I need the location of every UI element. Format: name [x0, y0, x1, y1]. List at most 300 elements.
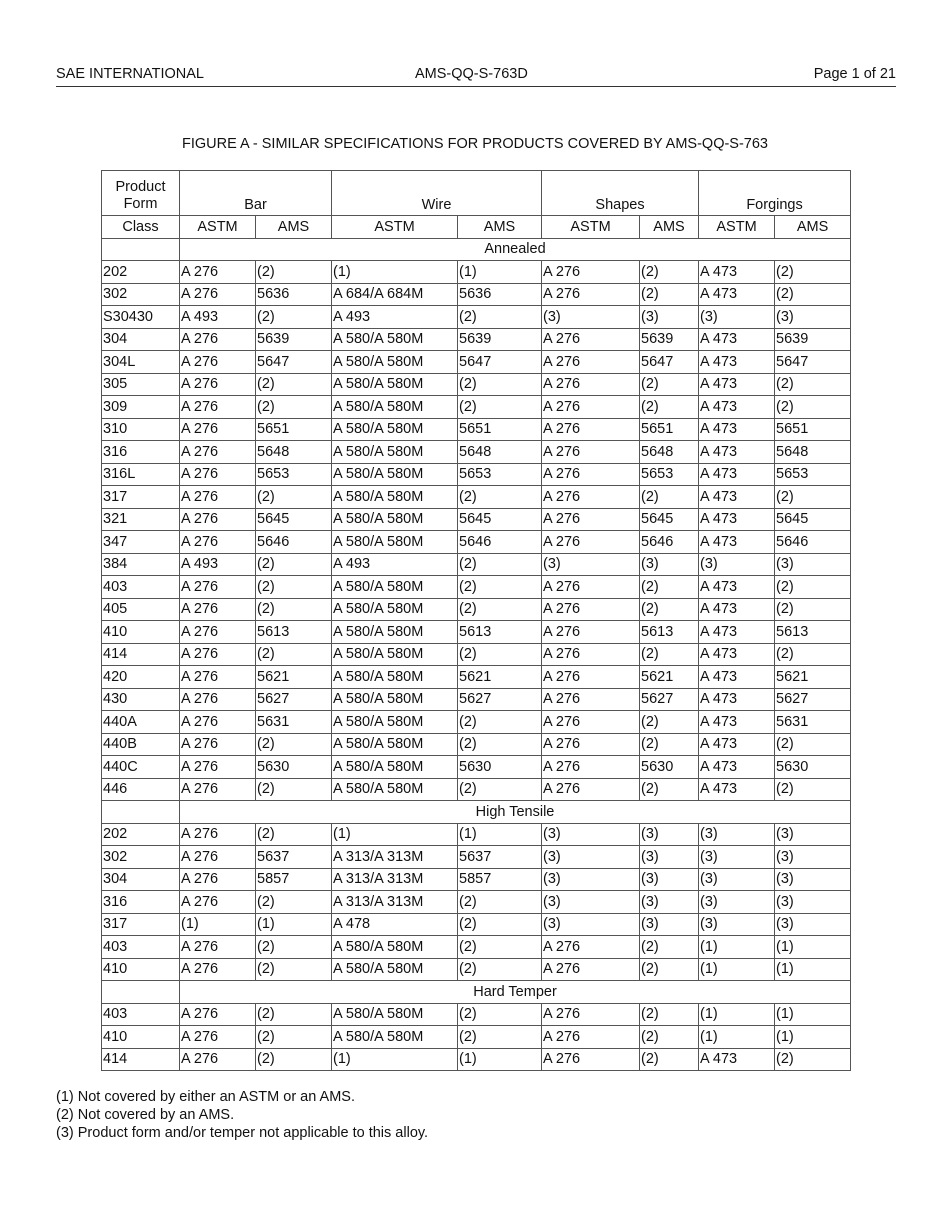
- shapes-ams-cell: 5639: [640, 328, 699, 351]
- class-cell: 410: [102, 621, 180, 644]
- forgings-astm-cell: A 473: [699, 441, 775, 464]
- forgings-astm-cell: (1): [699, 936, 775, 959]
- bar-astm-cell: A 276: [180, 441, 256, 464]
- bar-ams-cell: 5630: [256, 756, 332, 779]
- table-row: [102, 441, 851, 464]
- wire-astm-cell: A 313/A 313M: [332, 846, 458, 869]
- forgings-ams-cell: 5653: [775, 463, 851, 486]
- product-form-header: [102, 171, 180, 216]
- class-cell: 304L: [102, 351, 180, 374]
- table-row: [102, 1048, 851, 1071]
- bar-astm-cell: A 276: [180, 1003, 256, 1026]
- section-blank-cell: [102, 238, 180, 261]
- shapes-ams-cell: 5651: [640, 418, 699, 441]
- forgings-ams-header: AMS: [775, 216, 851, 239]
- shapes-ams-cell: (3): [640, 868, 699, 891]
- wire-astm-cell: A 580/A 580M: [332, 778, 458, 801]
- wire-ams-header: AMS: [458, 216, 542, 239]
- shapes-astm-cell: (3): [542, 913, 640, 936]
- table-row: [102, 823, 851, 846]
- wire-astm-cell: A 580/A 580M: [332, 373, 458, 396]
- table-row: [102, 666, 851, 689]
- bar-ams-cell: 5621: [256, 666, 332, 689]
- wire-astm-cell: A 580/A 580M: [332, 643, 458, 666]
- shapes-astm-cell: A 276: [542, 958, 640, 981]
- figure-title: FIGURE A - SIMILAR SPECIFICATIONS FOR PRODUCTS COVERED BY AMS-QQ-S-763: [181, 136, 768, 152]
- class-cell: 403: [102, 1003, 180, 1026]
- bar-ams-cell: (2): [256, 778, 332, 801]
- wire-ams-cell: 5621: [458, 666, 542, 689]
- forgings-astm-cell: A 473: [699, 598, 775, 621]
- shapes-astm-cell: A 276: [542, 508, 640, 531]
- shapes-astm-cell: A 276: [542, 756, 640, 779]
- forgings-ams-cell: (2): [775, 373, 851, 396]
- wire-astm-cell: A 580/A 580M: [332, 1026, 458, 1049]
- wire-ams-cell: (1): [458, 1048, 542, 1071]
- class-cell: 310: [102, 418, 180, 441]
- bar-astm-cell: A 276: [180, 508, 256, 531]
- bar-ams-cell: 5613: [256, 621, 332, 644]
- table-row: [102, 396, 851, 419]
- forgings-astm-cell: A 473: [699, 531, 775, 554]
- wire-astm-cell: A 478: [332, 913, 458, 936]
- wire-astm-cell: A 580/A 580M: [332, 576, 458, 599]
- bar-ams-cell: (2): [256, 261, 332, 284]
- shapes-astm-cell: (3): [542, 891, 640, 914]
- forgings-ams-cell: (2): [775, 283, 851, 306]
- wire-ams-cell: (2): [458, 711, 542, 734]
- shapes-ams-cell: (2): [640, 396, 699, 419]
- table-row: [102, 486, 851, 509]
- table-row: [102, 756, 851, 779]
- table-row: [102, 688, 851, 711]
- forgings-ams-cell: 5647: [775, 351, 851, 374]
- class-cell: 430: [102, 688, 180, 711]
- wire-ams-cell: (2): [458, 936, 542, 959]
- specification-table: [101, 170, 851, 1071]
- class-header: Class: [102, 216, 180, 239]
- wire-astm-header: ASTM: [332, 216, 458, 239]
- table-row: [102, 621, 851, 644]
- forgings-astm-cell: (3): [699, 306, 775, 329]
- shapes-astm-cell: A 276: [542, 936, 640, 959]
- wire-ams-cell: (2): [458, 396, 542, 419]
- shapes-astm-cell: A 276: [542, 486, 640, 509]
- wire-ams-cell: (1): [458, 261, 542, 284]
- wire-ams-cell: 5646: [458, 531, 542, 554]
- bar-ams-cell: 5627: [256, 688, 332, 711]
- wire-ams-cell: (2): [458, 643, 542, 666]
- forgings-ams-cell: (3): [775, 913, 851, 936]
- section-header-row: [102, 801, 851, 824]
- bar-astm-cell: A 276: [180, 531, 256, 554]
- shapes-astm-cell: A 276: [542, 261, 640, 284]
- class-cell: 414: [102, 1048, 180, 1071]
- wire-astm-cell: A 493: [332, 553, 458, 576]
- table-row: [102, 1026, 851, 1049]
- bar-astm-cell: A 493: [180, 553, 256, 576]
- forgings-astm-cell: (3): [699, 553, 775, 576]
- forgings-astm-cell: (3): [699, 846, 775, 869]
- table-row: [102, 1003, 851, 1026]
- bar-astm-cell: A 276: [180, 711, 256, 734]
- shapes-astm-cell: A 276: [542, 576, 640, 599]
- wire-ams-cell: 5857: [458, 868, 542, 891]
- forgings-ams-cell: 5631: [775, 711, 851, 734]
- wire-astm-cell: A 580/A 580M: [332, 328, 458, 351]
- class-cell: 420: [102, 666, 180, 689]
- forgings-astm-cell: A 473: [699, 283, 775, 306]
- bar-astm-cell: A 276: [180, 868, 256, 891]
- shapes-astm-cell: A 276: [542, 621, 640, 644]
- table-row: [102, 936, 851, 959]
- bar-astm-cell: A 276: [180, 621, 256, 644]
- bar-ams-cell: 5651: [256, 418, 332, 441]
- bar-astm-cell: A 276: [180, 486, 256, 509]
- wire-astm-cell: A 580/A 580M: [332, 531, 458, 554]
- wire-astm-cell: A 580/A 580M: [332, 418, 458, 441]
- forgings-astm-cell: A 473: [699, 418, 775, 441]
- bar-ams-cell: (2): [256, 1026, 332, 1049]
- wire-astm-cell: (1): [332, 261, 458, 284]
- forgings-ams-cell: (3): [775, 846, 851, 869]
- bar-astm-cell: A 276: [180, 666, 256, 689]
- shapes-astm-cell: A 276: [542, 373, 640, 396]
- bar-ams-cell: (2): [256, 576, 332, 599]
- forgings-astm-cell: (1): [699, 1003, 775, 1026]
- forgings-ams-cell: (2): [775, 643, 851, 666]
- page-header: [56, 66, 896, 87]
- table-group-header-row: [102, 171, 851, 216]
- wire-astm-cell: A 580/A 580M: [332, 936, 458, 959]
- class-cell: 317: [102, 913, 180, 936]
- bar-astm-cell: A 276: [180, 846, 256, 869]
- forgings-astm-cell: (3): [699, 868, 775, 891]
- forgings-ams-cell: (3): [775, 868, 851, 891]
- wire-ams-cell: (2): [458, 306, 542, 329]
- forgings-ams-cell: 5627: [775, 688, 851, 711]
- shapes-ams-cell: (3): [640, 891, 699, 914]
- wire-astm-cell: A 493: [332, 306, 458, 329]
- bar-ams-cell: 5646: [256, 531, 332, 554]
- product-form-header-line2: Form: [123, 196, 158, 212]
- forgings-ams-cell: (1): [775, 1003, 851, 1026]
- forgings-ams-cell: (2): [775, 598, 851, 621]
- forgings-ams-cell: (2): [775, 576, 851, 599]
- bar-astm-cell: A 276: [180, 778, 256, 801]
- shapes-astm-cell: A 276: [542, 418, 640, 441]
- table-row: [102, 306, 851, 329]
- class-cell: 347: [102, 531, 180, 554]
- bar-ams-cell: (2): [256, 306, 332, 329]
- wire-astm-cell: A 580/A 580M: [332, 733, 458, 756]
- bar-ams-cell: (2): [256, 733, 332, 756]
- bar-ams-header: AMS: [256, 216, 332, 239]
- shapes-astm-cell: A 276: [542, 283, 640, 306]
- table-row: [102, 576, 851, 599]
- class-cell: 302: [102, 283, 180, 306]
- wire-ams-cell: 5627: [458, 688, 542, 711]
- wire-ams-cell: (2): [458, 486, 542, 509]
- table-row: [102, 778, 851, 801]
- forgings-group-header: Forgings: [699, 171, 851, 216]
- wire-ams-cell: 5645: [458, 508, 542, 531]
- wire-ams-cell: 5613: [458, 621, 542, 644]
- shapes-ams-cell: 5648: [640, 441, 699, 464]
- shapes-astm-cell: A 276: [542, 1026, 640, 1049]
- bar-group-header: Bar: [180, 171, 332, 216]
- wire-group-header: Wire: [332, 171, 542, 216]
- wire-astm-cell: A 580/A 580M: [332, 598, 458, 621]
- shapes-astm-cell: A 276: [542, 1003, 640, 1026]
- shapes-astm-cell: A 276: [542, 778, 640, 801]
- shapes-ams-cell: (3): [640, 553, 699, 576]
- wire-astm-cell: A 580/A 580M: [332, 463, 458, 486]
- bar-astm-cell: A 276: [180, 373, 256, 396]
- forgings-astm-cell: A 473: [699, 711, 775, 734]
- class-cell: 410: [102, 1026, 180, 1049]
- shapes-ams-cell: (2): [640, 373, 699, 396]
- forgings-astm-cell: A 473: [699, 643, 775, 666]
- bar-ams-cell: 5653: [256, 463, 332, 486]
- wire-astm-cell: A 580/A 580M: [332, 711, 458, 734]
- forgings-ams-cell: (2): [775, 1048, 851, 1071]
- shapes-ams-cell: (2): [640, 576, 699, 599]
- shapes-ams-cell: (2): [640, 1048, 699, 1071]
- class-cell: 414: [102, 643, 180, 666]
- bar-ams-cell: 5648: [256, 441, 332, 464]
- bar-astm-cell: A 276: [180, 576, 256, 599]
- forgings-ams-cell: 5651: [775, 418, 851, 441]
- shapes-ams-cell: 5647: [640, 351, 699, 374]
- shapes-ams-cell: (2): [640, 486, 699, 509]
- forgings-astm-header: ASTM: [699, 216, 775, 239]
- forgings-ams-cell: (2): [775, 778, 851, 801]
- shapes-astm-cell: A 276: [542, 328, 640, 351]
- shapes-astm-cell: A 276: [542, 598, 640, 621]
- forgings-astm-cell: A 473: [699, 508, 775, 531]
- shapes-ams-cell: 5621: [640, 666, 699, 689]
- bar-astm-cell: A 276: [180, 396, 256, 419]
- shapes-ams-cell: (3): [640, 913, 699, 936]
- bar-astm-cell: A 276: [180, 643, 256, 666]
- shapes-astm-cell: (3): [542, 553, 640, 576]
- section-header-row: [102, 981, 851, 1004]
- class-cell: 316L: [102, 463, 180, 486]
- table-row: [102, 351, 851, 374]
- header-page-number: Page 1 of 21: [813, 66, 896, 82]
- wire-astm-cell: A 580/A 580M: [332, 756, 458, 779]
- shapes-astm-cell: (3): [542, 823, 640, 846]
- forgings-astm-cell: A 473: [699, 756, 775, 779]
- class-cell: 446: [102, 778, 180, 801]
- forgings-astm-cell: A 473: [699, 576, 775, 599]
- bar-astm-cell: (1): [180, 913, 256, 936]
- wire-ams-cell: (2): [458, 553, 542, 576]
- shapes-astm-cell: A 276: [542, 711, 640, 734]
- wire-ams-cell: 5648: [458, 441, 542, 464]
- shapes-ams-cell: (2): [640, 598, 699, 621]
- forgings-ams-cell: 5645: [775, 508, 851, 531]
- forgings-ams-cell: (1): [775, 1026, 851, 1049]
- shapes-ams-cell: 5613: [640, 621, 699, 644]
- table-row: [102, 463, 851, 486]
- shapes-astm-cell: A 276: [542, 441, 640, 464]
- shapes-ams-cell: (2): [640, 643, 699, 666]
- wire-ams-cell: 5630: [458, 756, 542, 779]
- table-row: [102, 531, 851, 554]
- shapes-astm-cell: A 276: [542, 666, 640, 689]
- forgings-astm-cell: A 473: [699, 328, 775, 351]
- forgings-astm-cell: A 473: [699, 373, 775, 396]
- class-cell: 202: [102, 823, 180, 846]
- forgings-ams-cell: (3): [775, 823, 851, 846]
- class-cell: 403: [102, 936, 180, 959]
- bar-astm-cell: A 276: [180, 1026, 256, 1049]
- wire-ams-cell: 5636: [458, 283, 542, 306]
- forgings-astm-cell: (3): [699, 913, 775, 936]
- forgings-astm-cell: A 473: [699, 486, 775, 509]
- wire-ams-cell: 5639: [458, 328, 542, 351]
- shapes-ams-cell: 5630: [640, 756, 699, 779]
- bar-ams-cell: (2): [256, 373, 332, 396]
- class-cell: 304: [102, 868, 180, 891]
- shapes-astm-cell: A 276: [542, 396, 640, 419]
- forgings-ams-cell: 5630: [775, 756, 851, 779]
- wire-ams-cell: (2): [458, 576, 542, 599]
- shapes-ams-cell: (2): [640, 261, 699, 284]
- wire-ams-cell: (1): [458, 823, 542, 846]
- shapes-ams-cell: 5646: [640, 531, 699, 554]
- table-row: [102, 733, 851, 756]
- shapes-ams-cell: (2): [640, 778, 699, 801]
- bar-astm-cell: A 276: [180, 351, 256, 374]
- class-cell: 202: [102, 261, 180, 284]
- shapes-astm-cell: A 276: [542, 643, 640, 666]
- bar-astm-cell: A 276: [180, 688, 256, 711]
- shapes-ams-cell: (3): [640, 846, 699, 869]
- shapes-astm-header: ASTM: [542, 216, 640, 239]
- shapes-ams-cell: 5627: [640, 688, 699, 711]
- header-document-number: AMS-QQ-S-763D: [415, 66, 528, 82]
- table-row: [102, 913, 851, 936]
- table-row: [102, 868, 851, 891]
- header-organization: SAE INTERNATIONAL: [56, 66, 204, 82]
- wire-astm-cell: A 313/A 313M: [332, 868, 458, 891]
- class-cell: 309: [102, 396, 180, 419]
- bar-ams-cell: 5631: [256, 711, 332, 734]
- class-cell: 440C: [102, 756, 180, 779]
- table-row: [102, 283, 851, 306]
- forgings-ams-cell: (3): [775, 891, 851, 914]
- wire-ams-cell: 5651: [458, 418, 542, 441]
- section-label: High Tensile: [180, 801, 851, 824]
- class-cell: 440A: [102, 711, 180, 734]
- table-row: [102, 373, 851, 396]
- shapes-astm-cell: A 276: [542, 351, 640, 374]
- bar-astm-cell: A 276: [180, 463, 256, 486]
- table-row: [102, 643, 851, 666]
- bar-ams-cell: 5636: [256, 283, 332, 306]
- forgings-ams-cell: (1): [775, 936, 851, 959]
- footnote-1: (1) Not covered by either an ASTM or an AMS.: [56, 1089, 355, 1105]
- bar-ams-cell: 5639: [256, 328, 332, 351]
- table-row: [102, 846, 851, 869]
- forgings-astm-cell: A 473: [699, 688, 775, 711]
- shapes-ams-cell: (3): [640, 306, 699, 329]
- bar-astm-cell: A 276: [180, 283, 256, 306]
- shapes-ams-header: AMS: [640, 216, 699, 239]
- section-blank-cell: [102, 981, 180, 1004]
- bar-astm-cell: A 276: [180, 733, 256, 756]
- class-cell: 317: [102, 486, 180, 509]
- class-cell: 440B: [102, 733, 180, 756]
- class-cell: 304: [102, 328, 180, 351]
- footnotes: [56, 1088, 428, 1142]
- bar-astm-cell: A 493: [180, 306, 256, 329]
- forgings-ams-cell: 5621: [775, 666, 851, 689]
- footnote-2: (2) Not covered by an AMS.: [56, 1107, 235, 1123]
- wire-astm-cell: A 580/A 580M: [332, 1003, 458, 1026]
- class-cell: 316: [102, 441, 180, 464]
- forgings-astm-cell: A 473: [699, 621, 775, 644]
- shapes-astm-cell: A 276: [542, 733, 640, 756]
- wire-ams-cell: 5653: [458, 463, 542, 486]
- shapes-ams-cell: (3): [640, 823, 699, 846]
- bar-astm-cell: A 276: [180, 891, 256, 914]
- wire-ams-cell: 5637: [458, 846, 542, 869]
- table-row: [102, 261, 851, 284]
- shapes-ams-cell: (2): [640, 711, 699, 734]
- class-cell: 302: [102, 846, 180, 869]
- shapes-ams-cell: (2): [640, 733, 699, 756]
- wire-astm-cell: A 313/A 313M: [332, 891, 458, 914]
- class-cell: 410: [102, 958, 180, 981]
- table-row: [102, 328, 851, 351]
- bar-ams-cell: 5637: [256, 846, 332, 869]
- class-cell: 384: [102, 553, 180, 576]
- wire-ams-cell: (2): [458, 778, 542, 801]
- wire-astm-cell: A 580/A 580M: [332, 508, 458, 531]
- section-label: Annealed: [180, 238, 851, 261]
- forgings-ams-cell: (2): [775, 486, 851, 509]
- shapes-ams-cell: 5645: [640, 508, 699, 531]
- wire-astm-cell: A 580/A 580M: [332, 396, 458, 419]
- bar-ams-cell: (2): [256, 643, 332, 666]
- bar-ams-cell: (2): [256, 396, 332, 419]
- table-row: [102, 553, 851, 576]
- forgings-astm-cell: (1): [699, 1026, 775, 1049]
- bar-ams-cell: 5857: [256, 868, 332, 891]
- section-blank-cell: [102, 801, 180, 824]
- bar-ams-cell: (2): [256, 958, 332, 981]
- wire-ams-cell: (2): [458, 1026, 542, 1049]
- wire-ams-cell: 5647: [458, 351, 542, 374]
- forgings-ams-cell: (2): [775, 733, 851, 756]
- class-cell: 316: [102, 891, 180, 914]
- shapes-astm-cell: A 276: [542, 1048, 640, 1071]
- wire-astm-cell: A 684/A 684M: [332, 283, 458, 306]
- shapes-astm-cell: (3): [542, 306, 640, 329]
- table-row: [102, 418, 851, 441]
- shapes-astm-cell: A 276: [542, 688, 640, 711]
- forgings-astm-cell: (1): [699, 958, 775, 981]
- wire-ams-cell: (2): [458, 598, 542, 621]
- forgings-astm-cell: A 473: [699, 351, 775, 374]
- section-header-row: [102, 238, 851, 261]
- bar-astm-header: ASTM: [180, 216, 256, 239]
- forgings-astm-cell: A 473: [699, 778, 775, 801]
